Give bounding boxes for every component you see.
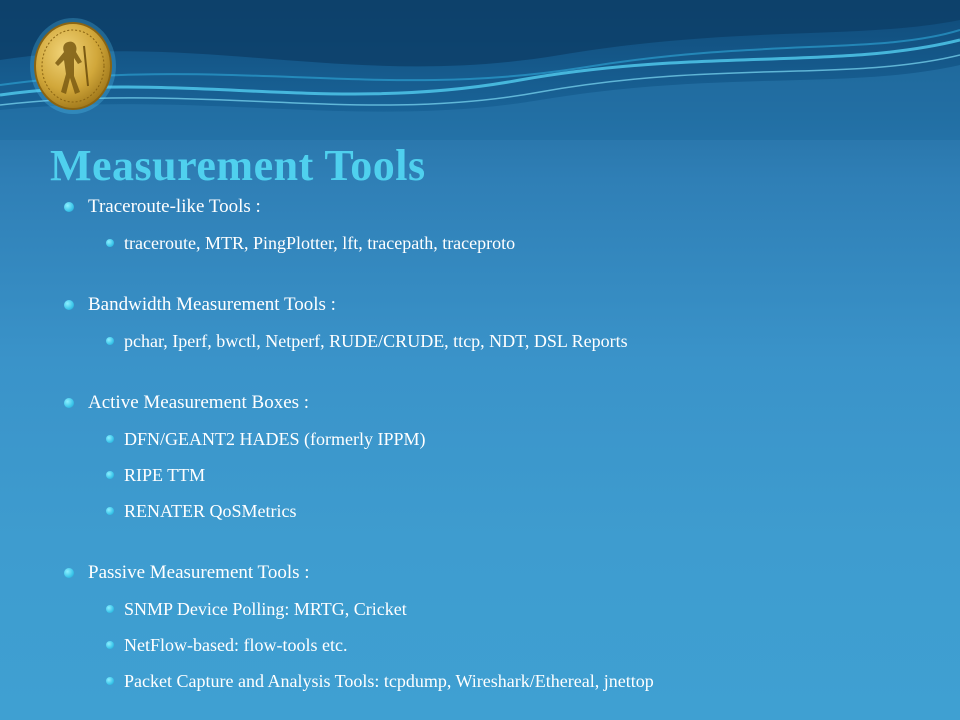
sub-bullet [64, 634, 944, 656]
bullet-dot-icon [64, 300, 74, 310]
bullet-list [64, 196, 944, 692]
header-wave-decoration [0, 0, 960, 140]
section-heading: Bandwidth Measurement Tools : [88, 294, 336, 315]
sub-bullet [64, 464, 944, 486]
slide-title: Measurement Tools [50, 141, 426, 190]
bullet-bandwidth-tools [64, 294, 944, 316]
sub-bullet [64, 670, 944, 692]
section-heading: Active Measurement Boxes : [88, 392, 310, 413]
bullet-dot-icon [64, 202, 74, 212]
sub-bullet [64, 500, 944, 522]
sub-item-text: pchar, Iperf, bwctl, Netperf, RUDE/CRUDE, ttcp, NDT, DSL Reports [124, 331, 628, 351]
bullet-dot-icon [106, 239, 114, 247]
sub-item-text: RIPE TTM [124, 465, 206, 485]
sub-item-text: traceroute, MTR, PingPlotter, lft, tracepath, traceproto [124, 233, 516, 253]
bullet-active-boxes [64, 392, 944, 414]
university-seal-icon [28, 16, 118, 116]
sub-item-text: DFN/GEANT2 HADES (formerly IPPM) [124, 429, 426, 449]
section-heading: Passive Measurement Tools : [88, 562, 310, 583]
bullet-dot-icon [106, 677, 114, 685]
bullet-dot-icon [106, 641, 114, 649]
sub-bullet [64, 330, 944, 352]
bullet-dot-icon [64, 398, 74, 408]
bullet-dot-icon [106, 605, 114, 613]
sub-item-text: RENATER QoSMetrics [124, 501, 297, 521]
sub-bullet [64, 232, 944, 254]
bullet-dot-icon [64, 568, 74, 578]
bullet-traceroute-tools [64, 196, 944, 218]
bullet-dot-icon [106, 337, 114, 345]
sub-item-text: Packet Capture and Analysis Tools: tcpdump, Wireshark/Ethereal, jnettop [124, 671, 654, 691]
bullet-dot-icon [106, 471, 114, 479]
bullet-passive-tools [64, 562, 944, 584]
sub-bullet [64, 428, 944, 450]
sub-bullet [64, 598, 944, 620]
section-heading: Traceroute-like Tools : [88, 196, 261, 217]
bullet-dot-icon [106, 435, 114, 443]
bullet-dot-icon [106, 507, 114, 515]
sub-item-text: NetFlow-based: flow-tools etc. [124, 635, 348, 655]
sub-item-text: SNMP Device Polling: MRTG, Cricket [124, 599, 407, 619]
